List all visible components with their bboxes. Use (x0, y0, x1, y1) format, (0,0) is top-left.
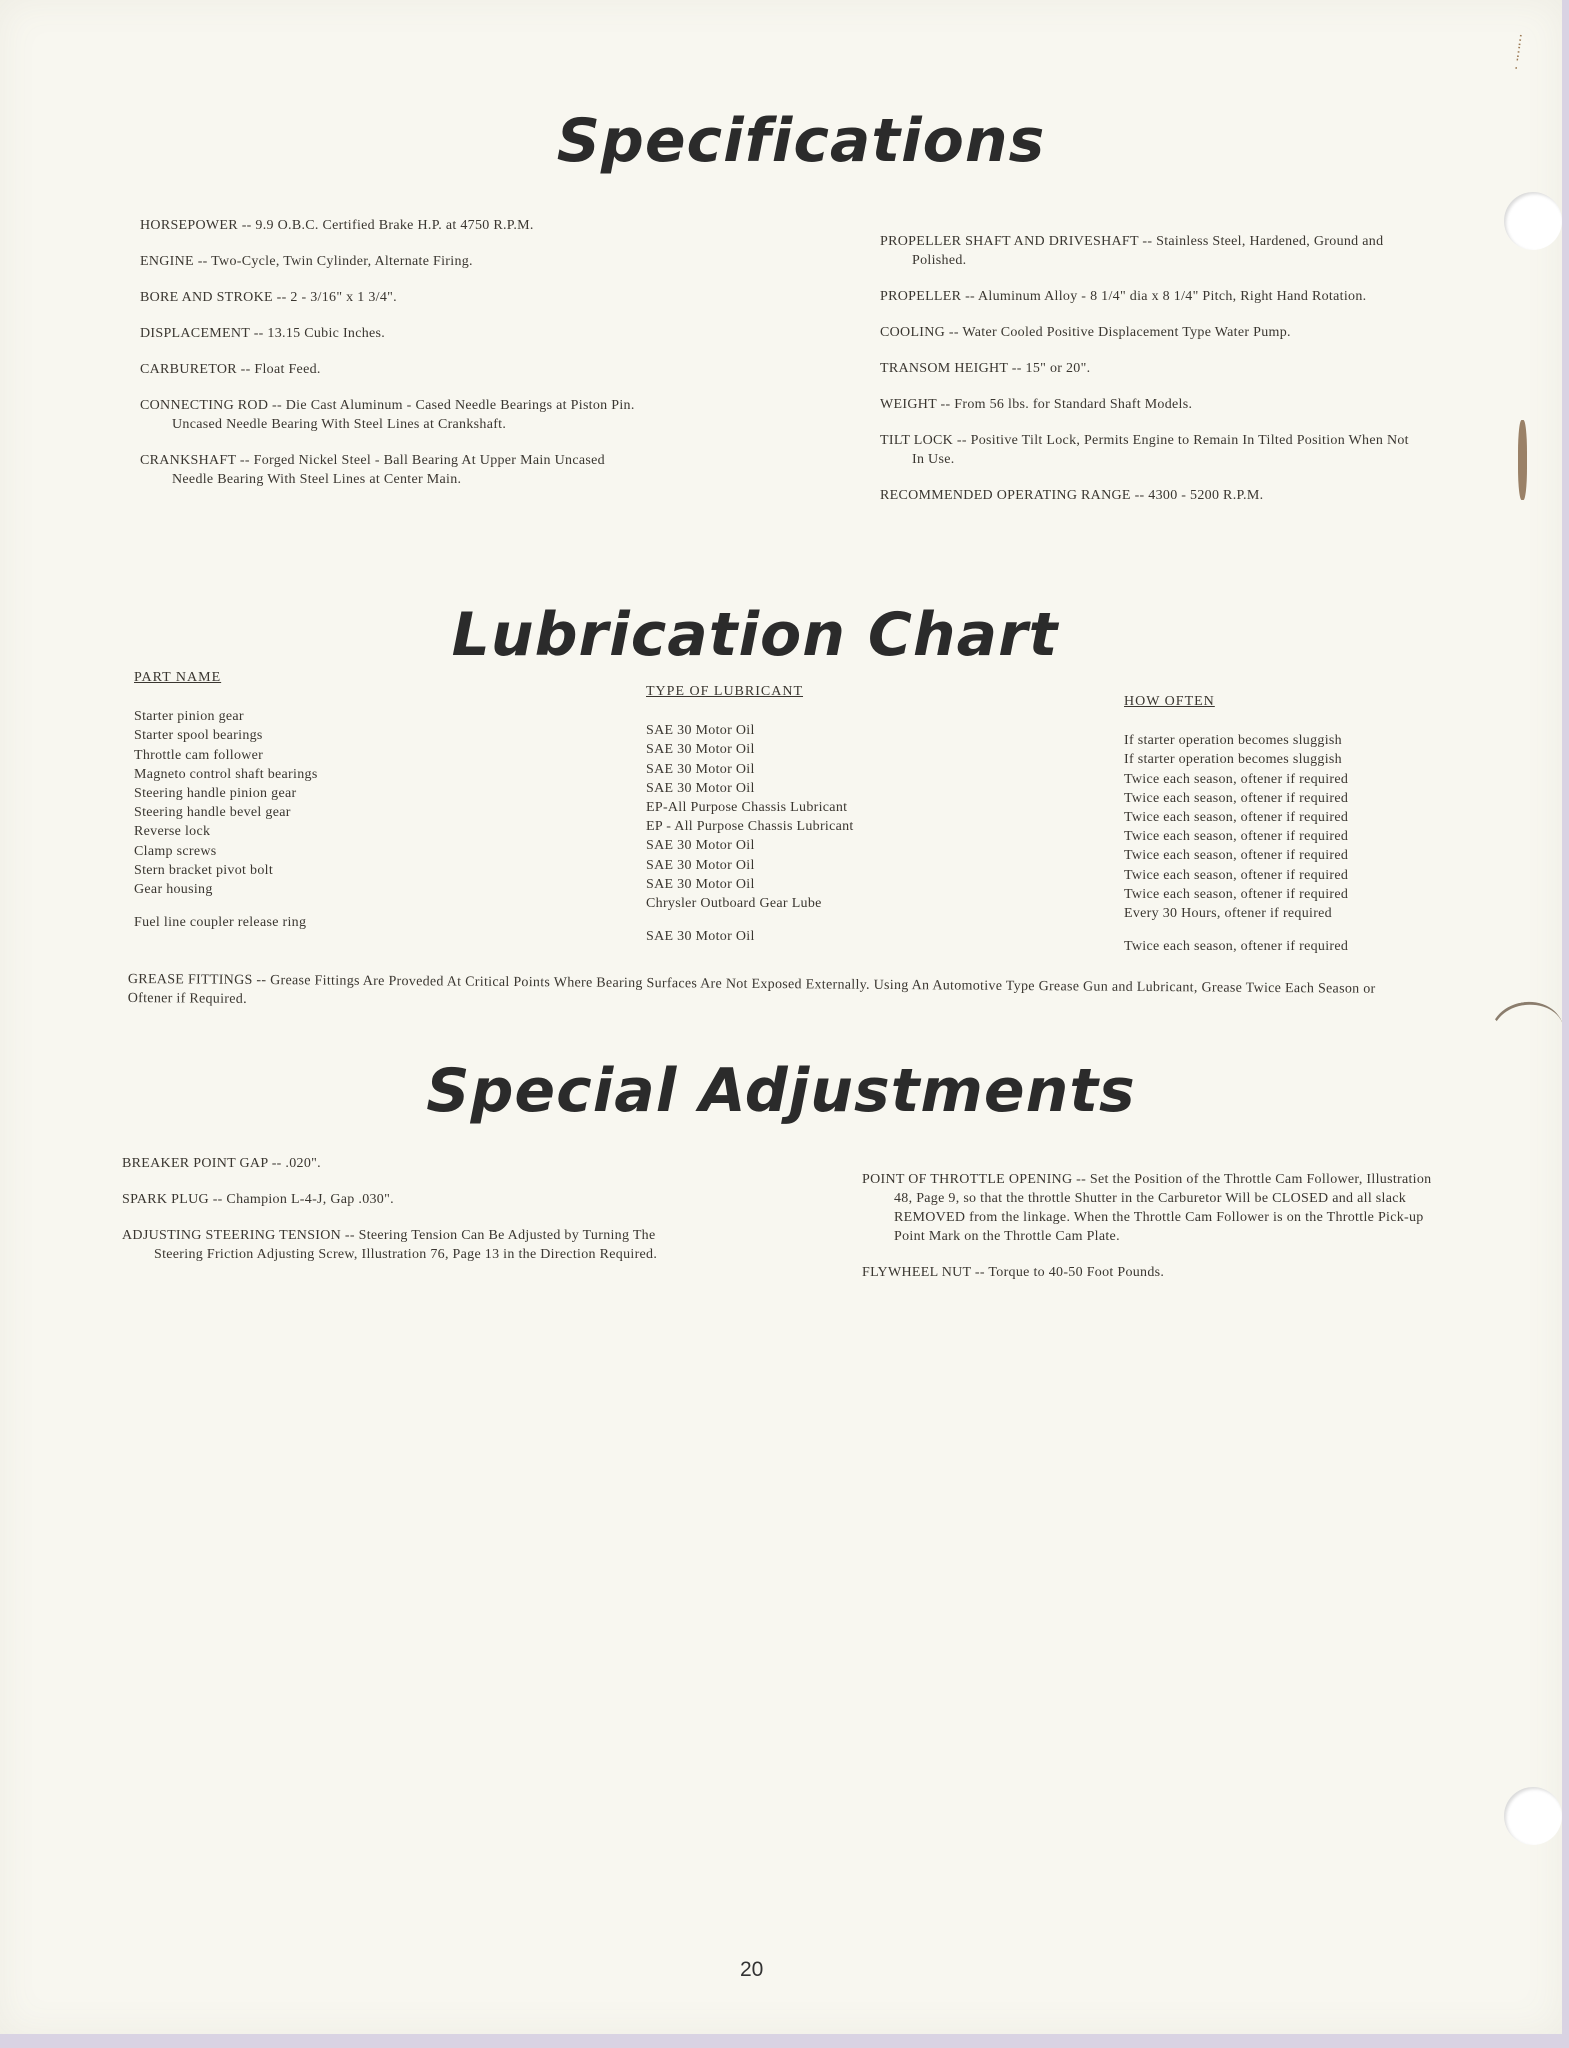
part-name-cell: Stern bracket pivot bolt (134, 862, 274, 878)
spec-item: CRANKSHAFT -- Forged Nickel Steel - Ball Bearing At Upper Main Uncased Needle Bearing With Steel Lines at Center Main. (140, 453, 605, 487)
adjustment-item: SPARK PLUG -- Champion L-4-J, Gap .030". (122, 1192, 394, 1207)
spec-item: WEIGHT -- From 56 lbs. for Standard Shaft Models. (880, 397, 1193, 412)
binder-hole-icon (1504, 192, 1562, 250)
adjustments-right-column (862, 1170, 1442, 1299)
part-name-cell: Clamp screws (134, 843, 217, 859)
grease-fittings-note (128, 970, 1388, 1018)
spec-item: RECOMMENDED OPERATING RANGE -- 4300 - 5200 R.P.M. (880, 488, 1264, 503)
part-name-cell: Reverse lock (134, 824, 211, 840)
part-name-cell: Steering handle pinion gear (134, 786, 297, 802)
how-often-cell: Every 30 Hours, oftener if required (1124, 906, 1332, 922)
spec-item: TILT LOCK -- Positive Tilt Lock, Permits Engine to Remain In Tilted Position When Not In Use. (880, 433, 1409, 467)
spec-item: PROPELLER -- Aluminum Alloy - 8 1/4" dia x 8 1/4" Pitch, Right Hand Rotation. (880, 289, 1367, 304)
lubricant-type-cell: EP-All Purpose Chassis Lubricant (646, 800, 848, 816)
fuel-line-lubricant: SAE 30 Motor Oil (646, 929, 755, 945)
rust-stain-icon (1518, 420, 1527, 500)
lubricant-type-cell: SAE 30 Motor Oil (646, 761, 755, 777)
grease-fittings-text: GREASE FITTINGS -- Grease Fittings Are Proveded At Critical Points Where Bearing Surfaces Are Not Exposed Externally. Using An Automotive Type Grease Gun and Lubricant, Grease Twice Each Season or Oftener if Required. (127, 971, 1376, 1007)
lubricant-type-cell: SAE 30 Motor Oil (646, 838, 755, 854)
spec-item: ENGINE -- Two-Cycle, Twin Cylinder, Alternate Firing. (140, 254, 473, 269)
page-number: 20 (740, 1958, 764, 1981)
binder-hole-icon (1504, 1787, 1562, 1845)
how-often-cell: Twice each season, oftener if required (1124, 829, 1349, 845)
spec-item: BORE AND STROKE -- 2 - 3/16" x 1 3/4". (140, 290, 397, 305)
fuel-line-frequency: Twice each season, oftener if required (1124, 939, 1349, 955)
lubricant-type-cell: SAE 30 Motor Oil (646, 876, 755, 892)
adjustments-left-column (122, 1154, 662, 1281)
spec-item: TRANSOM HEIGHT -- 15" or 20". (880, 361, 1091, 376)
pencil-mark-icon: ⵗ ⵗ ⁚ (1513, 33, 1524, 74)
how-often-cell: Twice each season, oftener if required (1124, 867, 1349, 883)
specs-left-column (140, 216, 640, 506)
how-often-cell: If starter operation becomes sluggish (1124, 733, 1342, 749)
adjustment-item: ADJUSTING STEERING TENSION -- Steering Tension Can Be Adjusted by Turning The Steering Friction Adjusting Screw, Illustration 76, Page 13 in the Direction Required. (122, 1228, 658, 1262)
part-name-cell: Steering handle bevel gear (134, 805, 291, 821)
part-name-cell: Magneto control shaft bearings (134, 766, 318, 782)
spec-item: CONNECTING ROD -- Die Cast Aluminum - Cased Needle Bearings at Piston Pin. Uncased Needle Bearing With Steel Lines at Crankshaft. (140, 398, 635, 432)
part-name-cell: Starter pinion gear (134, 709, 244, 725)
adjustment-item: BREAKER POINT GAP -- .020". (122, 1156, 321, 1171)
part-name-cell: Throttle cam follower (134, 747, 264, 763)
spec-item: CARBURETOR -- Float Feed. (140, 362, 321, 377)
spec-item: PROPELLER SHAFT AND DRIVESHAFT -- Stainless Steel, Hardened, Ground and Polished. (880, 234, 1384, 268)
spec-item: DISPLACEMENT -- 13.15 Cubic Inches. (140, 326, 386, 341)
lubricant-type-cell: EP - All Purpose Chassis Lubricant (646, 819, 854, 835)
lubricant-type-cell: SAE 30 Motor Oil (646, 780, 755, 796)
special-adjustments-heading: Special Adjustments (426, 1056, 1136, 1126)
fuel-line-part: Fuel line coupler release ring (134, 915, 307, 931)
how-often-cell: Twice each season, oftener if required (1124, 848, 1349, 864)
how-often-cell: Twice each season, oftener if required (1124, 810, 1349, 826)
specs-right-column (880, 232, 1410, 522)
how-often-cell: If starter operation becomes sluggish (1124, 752, 1342, 768)
lubricant-type-column (646, 682, 854, 946)
spec-item: COOLING -- Water Cooled Positive Displacement Type Water Pump. (880, 325, 1291, 340)
spec-item: HORSEPOWER -- 9.9 O.B.C. Certified Brake H.P. at 4750 R.P.M. (140, 218, 534, 233)
specifications-heading: Specifications (556, 106, 1046, 176)
lubricant-type-header: TYPE OF LUBRICANT (646, 684, 804, 699)
part-name-column (134, 668, 318, 932)
lubrication-chart-heading: Lubrication Chart (451, 600, 1059, 670)
adjustment-item: FLYWHEEL NUT -- Torque to 40-50 Foot Pounds. (862, 1265, 1165, 1280)
how-often-cell: Twice each season, oftener if required (1124, 886, 1349, 902)
lubricant-type-cell: Chrysler Outboard Gear Lube (646, 896, 822, 912)
part-name-cell: Starter spool bearings (134, 728, 263, 744)
adjustment-item: POINT OF THROTTLE OPENING -- Set the Position of the Throttle Cam Follower, Illustration 48, Page 9, so that the throttle Shutter in the Carburetor Will be CLOSED and all slack REMOVED from the linkage. When the Throttle Cam Follower is on the Throttle Pick-up Point Mark on the Throttle Cam Plate. (862, 1172, 1432, 1244)
lubricant-type-cell: SAE 30 Motor Oil (646, 723, 755, 739)
part-name-cell: Gear housing (134, 882, 213, 898)
how-often-cell: Twice each season, oftener if required (1124, 790, 1349, 806)
part-name-header: PART NAME (134, 670, 222, 685)
lubricant-type-cell: SAE 30 Motor Oil (646, 742, 755, 758)
how-often-cell: Twice each season, oftener if required (1124, 771, 1349, 787)
how-often-header: HOW OFTEN (1124, 694, 1215, 709)
how-often-column (1124, 692, 1348, 956)
lubricant-type-cell: SAE 30 Motor Oil (646, 857, 755, 873)
